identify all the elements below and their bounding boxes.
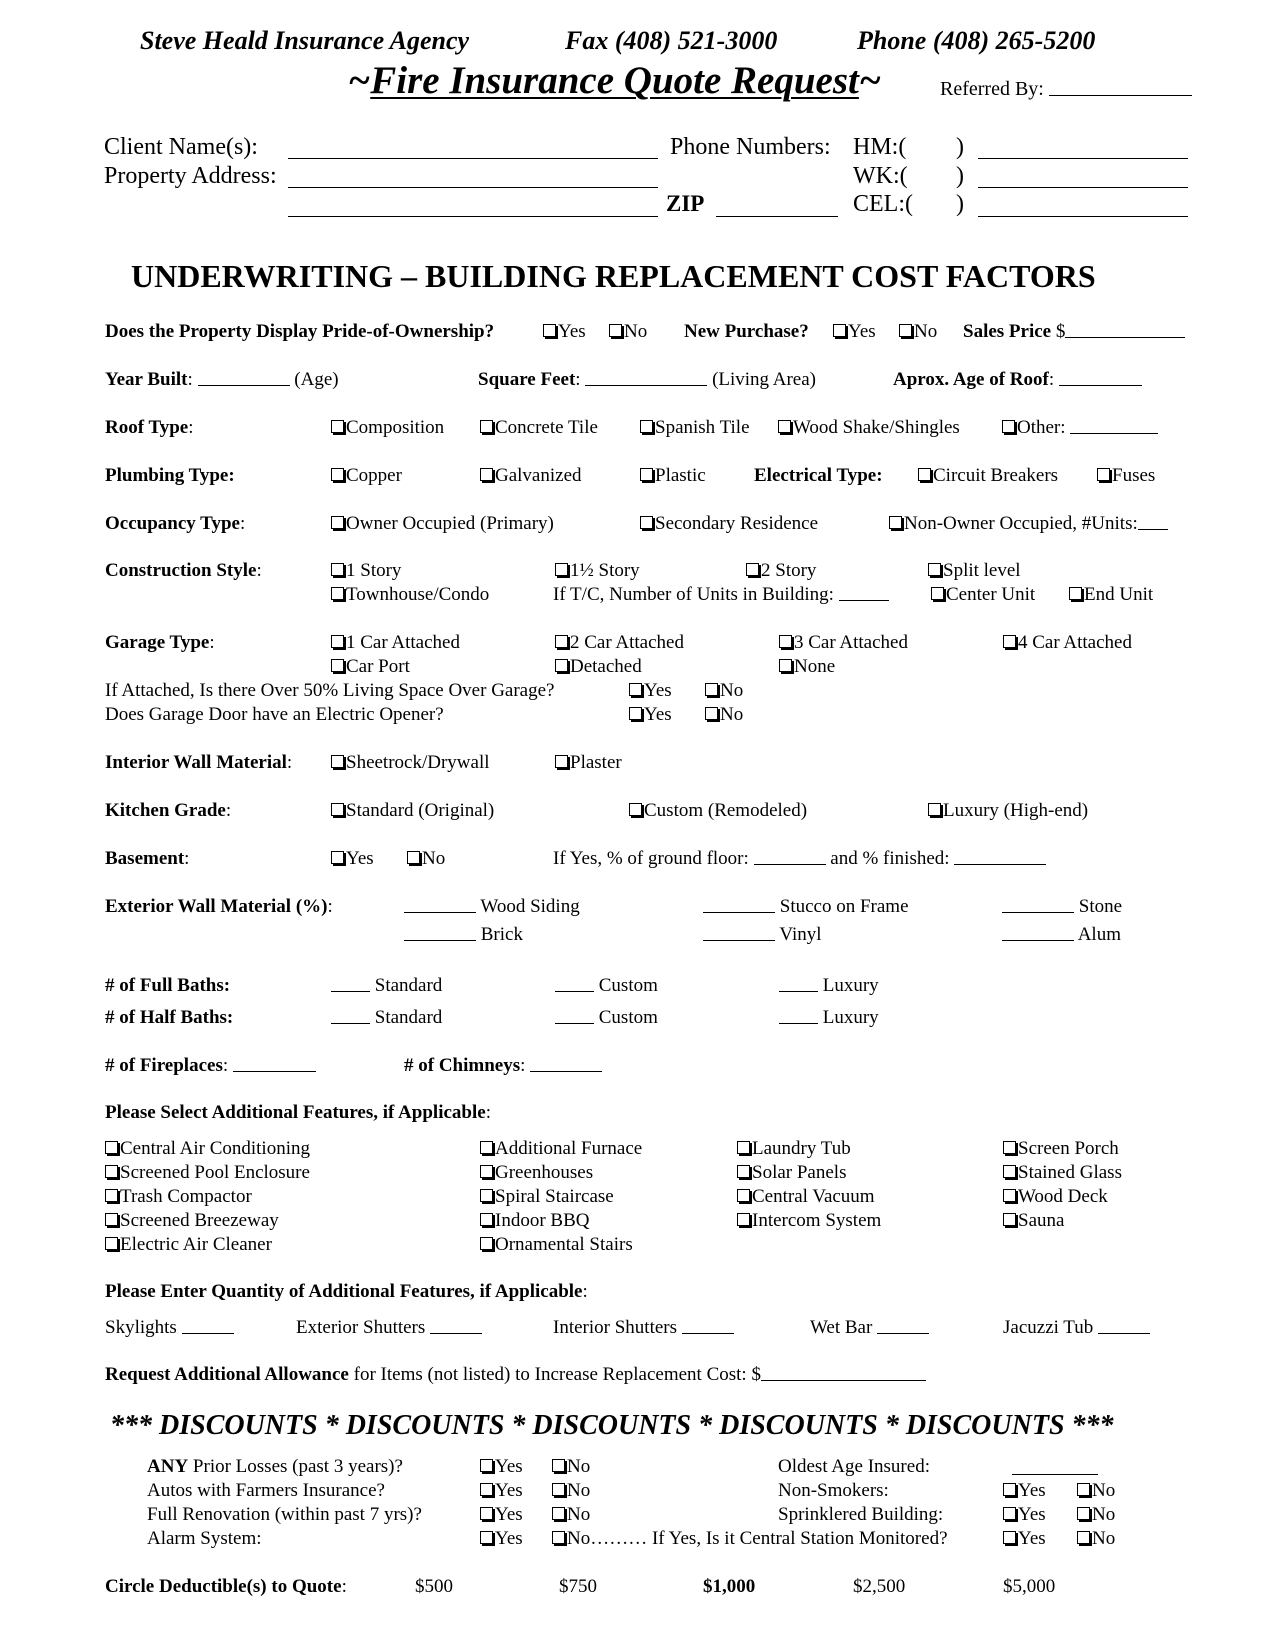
qty-wet-bar[interactable]: Wet Bar: [810, 1317, 929, 1339]
property-address-field[interactable]: [288, 187, 658, 188]
half-baths-standard[interactable]: Standard: [331, 1007, 442, 1029]
exterior-stucco[interactable]: Stucco on Frame: [703, 896, 909, 918]
exterior-brick[interactable]: Brick: [404, 924, 523, 946]
autos-yes[interactable]: Yes: [480, 1480, 523, 1502]
additional-allowance: Request Additional Allowance for Items (not listed) to Increase Replacement Cost: $: [105, 1364, 926, 1386]
non-smokers-label: Non-Smokers:: [778, 1480, 889, 1501]
year-built-field[interactable]: [198, 385, 290, 386]
phone-wk-label: WK:(: [853, 163, 908, 189]
phone-numbers-label: Phone Numbers:: [670, 134, 831, 160]
paren: ): [956, 163, 964, 189]
exterior-alum[interactable]: Alum: [1002, 924, 1121, 946]
basement-yes[interactable]: Yes: [331, 848, 374, 870]
new-purchase-label: New Purchase?: [684, 321, 809, 342]
qty-jacuzzi-tub[interactable]: Jacuzzi Tub: [1003, 1317, 1150, 1339]
qty-skylights[interactable]: Skylights: [105, 1317, 234, 1339]
sales-price-field[interactable]: [1065, 337, 1185, 338]
feature-additional-furnace[interactable]: Additional Furnace: [480, 1138, 642, 1160]
chimneys-field[interactable]: [530, 1071, 602, 1072]
kitchen-standard[interactable]: Standard (Original): [331, 800, 494, 822]
roof-other[interactable]: Other:: [1002, 417, 1158, 439]
garage-4-car[interactable]: 4 Car Attached: [1003, 632, 1132, 654]
deductible-5000[interactable]: $5,000: [1003, 1576, 1056, 1597]
construction-townhouse[interactable]: Townhouse/Condo: [331, 584, 489, 606]
feature-greenhouses[interactable]: Greenhouses: [480, 1162, 593, 1184]
quantity-features-heading: Please Enter Quantity of Additional Features, if Applicable:: [105, 1281, 588, 1302]
roof-concrete-tile[interactable]: Concrete Tile: [480, 417, 598, 439]
kitchen-custom[interactable]: Custom (Remodeled): [629, 800, 807, 822]
roof-type-label: Roof Type:: [105, 417, 194, 438]
garage-opener-question: Does Garage Door have an Electric Opener?: [105, 704, 444, 725]
basement-label: Basement:: [105, 848, 190, 869]
garage-3-car[interactable]: 3 Car Attached: [779, 632, 908, 654]
phone-hm-label: HM:(: [853, 134, 907, 160]
paren: ): [956, 134, 964, 160]
full-baths-standard[interactable]: Standard: [331, 975, 442, 997]
plumbing-galvanized[interactable]: Galvanized: [480, 465, 582, 487]
autos-no[interactable]: No: [552, 1480, 590, 1502]
basement-details: If Yes, % of ground floor: and % finished:: [553, 848, 1046, 870]
feature-spiral-staircase[interactable]: Spiral Staircase: [480, 1186, 614, 1208]
feature-screened-breezeway[interactable]: Screened Breezeway: [105, 1210, 279, 1232]
half-baths-luxury[interactable]: Luxury: [779, 1007, 879, 1029]
client-name-label: Client Name(s):: [104, 134, 258, 160]
feature-indoor-bbq[interactable]: Indoor BBQ: [480, 1210, 589, 1232]
oldest-age-label: Oldest Age Insured:: [778, 1456, 930, 1477]
construction-split-level[interactable]: Split level: [928, 560, 1021, 582]
plumbing-type-label: Plumbing Type:: [105, 465, 235, 486]
monitored-yes[interactable]: Yes: [1003, 1528, 1046, 1550]
renovation-question: Full Renovation (within past 7 yrs)?: [147, 1504, 422, 1525]
exterior-stone[interactable]: Stone: [1002, 896, 1122, 918]
plumbing-copper[interactable]: Copper: [331, 465, 402, 487]
roof-age: Aprox. Age of Roof:: [893, 369, 1142, 391]
feature-electric-air-cleaner[interactable]: Electric Air Cleaner: [105, 1234, 272, 1256]
garage-type-label: Garage Type:: [105, 632, 215, 653]
section-title: UNDERWRITING – BUILDING REPLACEMENT COST FACTORS: [131, 258, 1096, 294]
interior-plaster[interactable]: Plaster: [555, 752, 622, 774]
feature-central-air[interactable]: Central Air Conditioning: [105, 1138, 310, 1160]
fireplaces: # of Fireplaces:: [105, 1055, 316, 1077]
prior-losses-yes[interactable]: Yes: [480, 1456, 523, 1478]
garage-2-car[interactable]: 2 Car Attached: [555, 632, 684, 654]
deductible-500[interactable]: $500: [415, 1576, 453, 1597]
occupancy-owner[interactable]: Owner Occupied (Primary): [331, 513, 554, 535]
garage-living-no[interactable]: No: [705, 680, 743, 702]
phone-wk-field[interactable]: [978, 187, 1188, 188]
pride-row: Does the Property Display Pride-of-Ownership?: [105, 321, 495, 342]
sprinklered-label: Sprinklered Building:: [778, 1504, 944, 1525]
oldest-age-field[interactable]: [1012, 1474, 1098, 1475]
basement-finished-field[interactable]: [954, 864, 1046, 865]
prior-losses-no[interactable]: No: [552, 1456, 590, 1478]
paren: ): [956, 191, 964, 217]
garage-none[interactable]: None: [779, 656, 835, 678]
construction-end-unit[interactable]: End Unit: [1069, 584, 1153, 606]
sprinklered-no[interactable]: No: [1077, 1504, 1115, 1526]
alarm-no-monitored[interactable]: No……… If Yes, Is it Central Station Monitored?: [552, 1528, 948, 1550]
phone-cel-label: CEL:(: [853, 191, 913, 217]
prior-losses-question: ANY Prior Losses (past 3 years)?: [147, 1456, 403, 1477]
sprinklered-yes[interactable]: Yes: [1003, 1504, 1046, 1526]
plumbing-plastic[interactable]: Plastic: [640, 465, 706, 487]
deductible-750[interactable]: $750: [559, 1576, 597, 1597]
referred-by: Referred By:: [940, 78, 1192, 101]
referred-by-field[interactable]: [1049, 95, 1192, 96]
exterior-vinyl[interactable]: Vinyl: [703, 924, 822, 946]
full-baths-custom[interactable]: Custom: [555, 975, 658, 997]
qty-interior-shutters[interactable]: Interior Shutters: [553, 1317, 734, 1339]
renovation-yes[interactable]: Yes: [480, 1504, 523, 1526]
exterior-wall-label: Exterior Wall Material (%):: [105, 896, 333, 917]
feature-stained-glass[interactable]: Stained Glass: [1003, 1162, 1122, 1184]
construction-2-story[interactable]: 2 Story: [746, 560, 816, 582]
agency-phone: Phone (408) 265-5200: [857, 26, 1096, 55]
pride-yes[interactable]: Yes: [543, 321, 586, 343]
garage-living-question: If Attached, Is there Over 50% Living Space Over Garage?: [105, 680, 555, 701]
year-built: Year Built: (Age): [105, 369, 339, 390]
sales-price: Sales Price $: [963, 321, 1185, 343]
zip-label: ZIP: [666, 191, 705, 216]
agency-fax: Fax (408) 521-3000: [565, 26, 778, 55]
property-address-label: Property Address:: [104, 163, 277, 189]
roof-wood-shake[interactable]: Wood Shake/Shingles: [778, 417, 960, 439]
non-smokers-yes[interactable]: Yes: [1003, 1480, 1046, 1502]
deductible-1000[interactable]: $1,000: [703, 1576, 756, 1597]
feature-screened-pool[interactable]: Screened Pool Enclosure: [105, 1162, 310, 1184]
deductibles-label: Circle Deductible(s) to Quote:: [105, 1576, 347, 1597]
feature-solar-panels[interactable]: Solar Panels: [737, 1162, 846, 1184]
roof-composition[interactable]: Composition: [331, 417, 444, 439]
construction-1-story[interactable]: 1 Story: [331, 560, 401, 582]
interior-sheetrock[interactable]: Sheetrock/Drywall: [331, 752, 490, 774]
autos-question: Autos with Farmers Insurance?: [147, 1480, 385, 1501]
garage-car-port[interactable]: Car Port: [331, 656, 410, 678]
basement-no[interactable]: No: [407, 848, 445, 870]
electrical-fuses[interactable]: Fuses: [1097, 465, 1155, 487]
feature-laundry-tub[interactable]: Laundry Tub: [737, 1138, 851, 1160]
square-feet-field[interactable]: [585, 385, 707, 386]
page-title: ~Fire Insurance Quote Request~: [348, 59, 882, 102]
garage-living-yes[interactable]: Yes: [629, 680, 672, 702]
feature-central-vacuum[interactable]: Central Vacuum: [737, 1186, 875, 1208]
kitchen-grade-label: Kitchen Grade:: [105, 800, 232, 821]
tc-units-field[interactable]: [839, 600, 889, 601]
garage-detached[interactable]: Detached: [555, 656, 642, 678]
pride-no[interactable]: No: [609, 321, 647, 343]
agency-name: Steve Heald Insurance Agency: [140, 26, 470, 55]
occupancy-non-owner[interactable]: Non-Owner Occupied, #Units:: [889, 513, 1168, 535]
basement-ground-field[interactable]: [754, 864, 826, 865]
construction-center-unit[interactable]: Center Unit: [931, 584, 1035, 606]
electrical-breakers[interactable]: Circuit Breakers: [918, 465, 1058, 487]
new-purchase-yes[interactable]: Yes: [833, 321, 876, 343]
full-baths-label: # of Full Baths:: [105, 975, 231, 996]
roof-age-field[interactable]: [1059, 385, 1142, 386]
construction-style-label: Construction Style:: [105, 560, 262, 581]
additional-features-heading: Please Select Additional Features, if Applicable:: [105, 1102, 491, 1123]
garage-1-car[interactable]: 1 Car Attached: [331, 632, 460, 654]
monitored-no[interactable]: No: [1077, 1528, 1115, 1550]
half-baths-custom[interactable]: Custom: [555, 1007, 658, 1029]
occupancy-type-label: Occupancy Type:: [105, 513, 246, 534]
square-feet: Square Feet: (Living Area): [478, 369, 816, 390]
garage-opener-no[interactable]: No: [705, 704, 743, 726]
feature-intercom[interactable]: Intercom System: [737, 1210, 881, 1232]
zip-field[interactable]: [716, 216, 838, 217]
exterior-wood-siding[interactable]: Wood Siding: [404, 896, 580, 918]
fireplaces-field[interactable]: [233, 1071, 316, 1072]
construction-1-5-story[interactable]: 1½ Story: [555, 560, 640, 582]
feature-sauna[interactable]: Sauna: [1003, 1210, 1064, 1232]
feature-wood-deck[interactable]: Wood Deck: [1003, 1186, 1108, 1208]
chimneys: # of Chimneys:: [404, 1055, 602, 1077]
property-address-field-2[interactable]: [288, 216, 658, 217]
occupancy-secondary[interactable]: Secondary Residence: [640, 513, 818, 535]
allowance-field[interactable]: [761, 1380, 926, 1381]
feature-trash-compactor[interactable]: Trash Compactor: [105, 1186, 252, 1208]
client-name-field[interactable]: [288, 158, 658, 159]
garage-opener-yes[interactable]: Yes: [629, 704, 672, 726]
feature-ornamental-stairs[interactable]: Ornamental Stairs: [480, 1234, 633, 1256]
phone-hm-field[interactable]: [978, 158, 1188, 159]
alarm-question: Alarm System:: [147, 1528, 262, 1549]
roof-spanish-tile[interactable]: Spanish Tile: [640, 417, 750, 439]
non-smokers-no[interactable]: No: [1077, 1480, 1115, 1502]
electrical-type-label: Electrical Type:: [754, 465, 883, 486]
half-baths-label: # of Half Baths:: [105, 1007, 234, 1028]
feature-screen-porch[interactable]: Screen Porch: [1003, 1138, 1119, 1160]
interior-wall-label: Interior Wall Material:: [105, 752, 293, 773]
discounts-banner: *** DISCOUNTS * DISCOUNTS * DISCOUNTS * DISCOUNTS * DISCOUNTS ***: [110, 1410, 1114, 1441]
new-purchase-no[interactable]: No: [899, 321, 937, 343]
phone-cel-field[interactable]: [978, 216, 1188, 217]
alarm-yes[interactable]: Yes: [480, 1528, 523, 1550]
kitchen-luxury[interactable]: Luxury (High-end): [928, 800, 1088, 822]
deductible-2500[interactable]: $2,500: [853, 1576, 906, 1597]
qty-exterior-shutters[interactable]: Exterior Shutters: [296, 1317, 482, 1339]
renovation-no[interactable]: No: [552, 1504, 590, 1526]
tc-units: If T/C, Number of Units in Building:: [553, 584, 889, 606]
full-baths-luxury[interactable]: Luxury: [779, 975, 879, 997]
